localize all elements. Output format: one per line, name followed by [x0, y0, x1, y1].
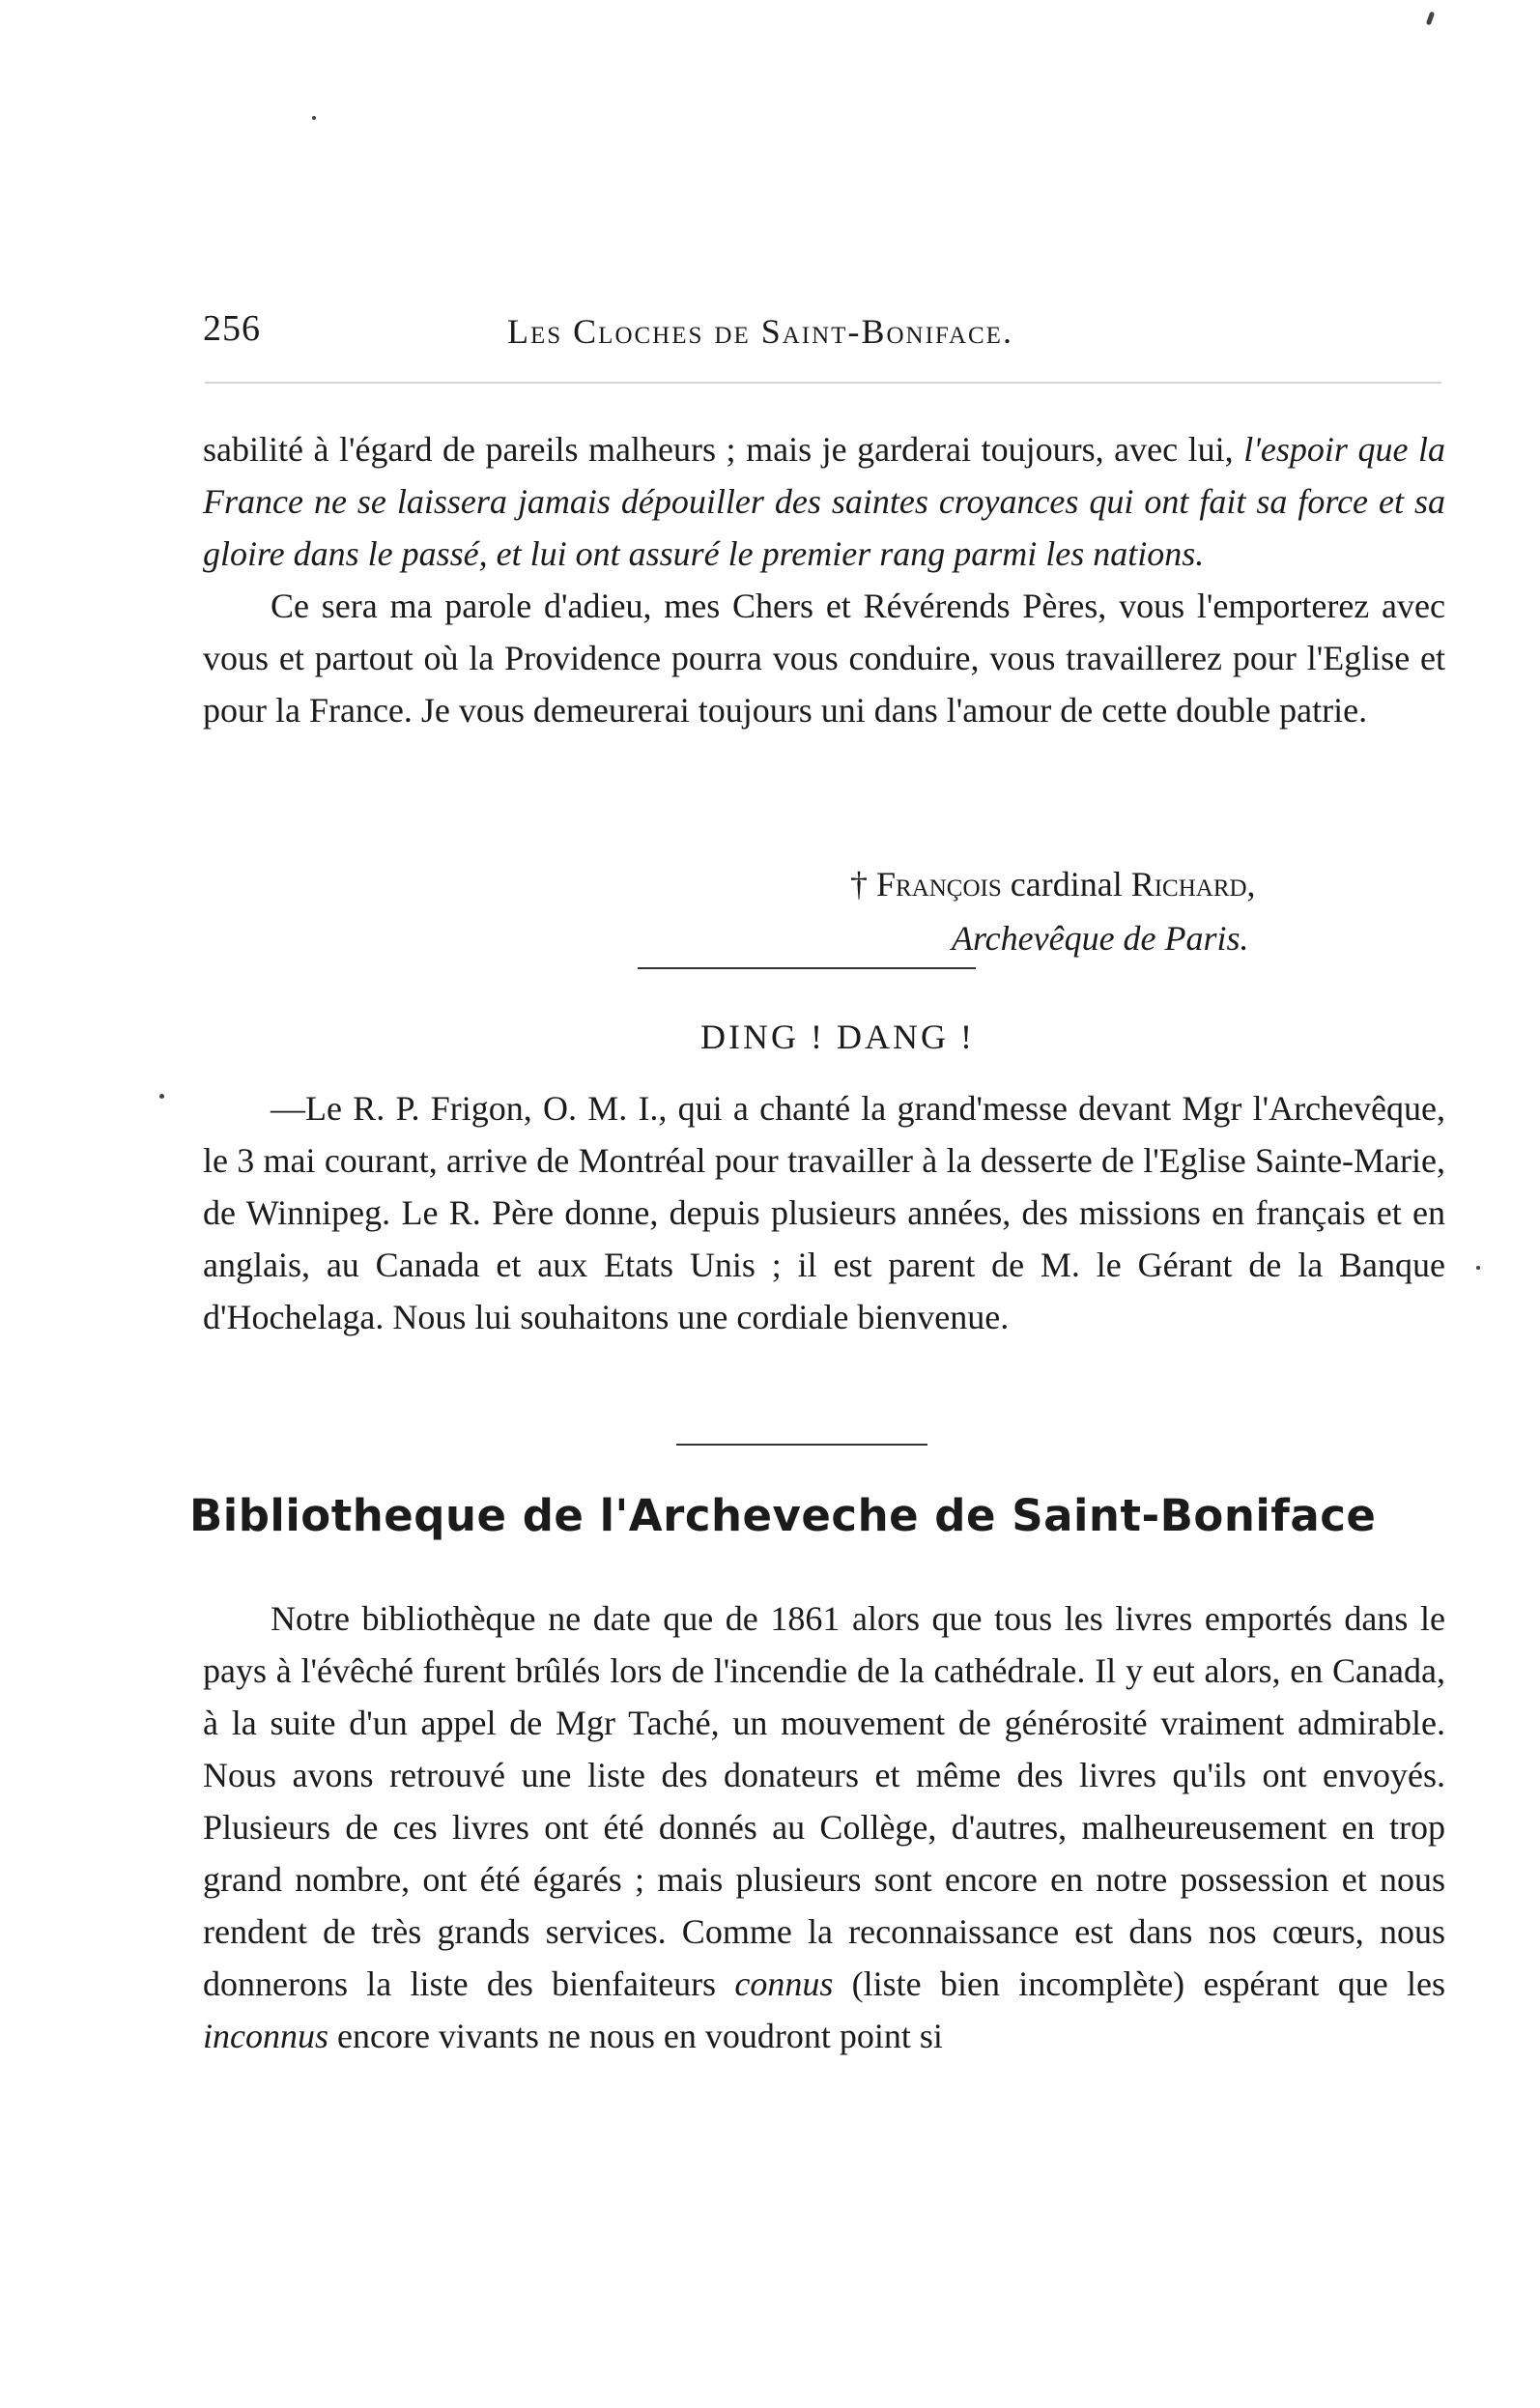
scan-speck [159, 1094, 164, 1099]
scan-speck [312, 116, 316, 120]
signature-role: Archevêque de Paris. [952, 919, 1249, 958]
letter-paragraph-1-text: sabilité à l'égard de pareils malheurs ; mais je garderai toujours, avec lui, [203, 430, 1244, 469]
page-number: 256 [203, 308, 261, 349]
signature-first-name: François [876, 865, 1002, 903]
signature-title: cardinal [1010, 865, 1123, 903]
bibliotheque-paragraph [203, 1592, 1445, 2062]
cross-symbol: † [850, 865, 868, 903]
bibliotheque-text-start: Notre bibliothèque ne date que de 1861 alors que tous les livres emportés dans le pays à l'évêché furent brûlés lors de l'incendie de la cathédrale. Il y eut alors, en Canada, à la suite d'un appel de Mgr Taché, un mouvement de générosité vraiment admirable. Nous avons retrouvé une liste des donateurs et même des livres qu'ils ont envoyés. Plusieurs de ces livres ont été donnés au Collège, d'autres, malheureusement en trop grand nombre, ont été égarés ; mais plusieurs sont encore en notre possession et nous rendent de très grands services. Comme la reconnaissance est dans nos cœurs, nous donnerons la liste des bienfaiteurs [203, 1599, 1445, 2003]
letter-body [203, 423, 1445, 736]
bibliotheque-body [203, 1592, 1445, 2062]
scan-speck [1476, 1266, 1480, 1270]
ding-dang-heading: DING ! DANG ! [700, 1018, 975, 1056]
section-divider [676, 1444, 927, 1446]
scan-speck [1426, 12, 1435, 26]
signature-last-name: Richard, [1130, 865, 1256, 903]
header-rule [205, 382, 1441, 384]
letter-paragraph-1 [203, 423, 1445, 580]
section-divider [638, 967, 976, 969]
page-header [203, 307, 1449, 356]
bibliotheque-italic-connus: connus [734, 1964, 834, 2003]
running-title: Les Cloches de Saint-Boniface. [507, 312, 1013, 351]
bibliotheque-text-end: encore vivants ne nous en voudront point si [328, 2017, 943, 2055]
bibliotheque-italic-inconnus: inconnus [203, 2017, 328, 2055]
signature-name [850, 858, 1256, 910]
bibliotheque-heading: Bibliotheque de l'Archeveche de Saint-Boniface [189, 1490, 1377, 1541]
letter-paragraph-2: Ce sera ma parole d'adieu, mes Chers et Révérends Pères, vous l'emporterez avec vous et partout où la Providence pourra vous conduire, vous travaillerez pour l'Eglise et pour la France. Je vous demeurerai toujours uni dans l'amour de cette double patrie. [203, 587, 1445, 730]
letter-paragraph-1-italic: l'espoir que la France ne se laissera jamais dépouiller des saintes croyances qui ont fait sa force et sa gloire dans le passé, et lui ont assuré le premier rang parmi les nations. [203, 430, 1445, 573]
bibliotheque-text-mid: (liste bien incomplète) espérant que les [833, 1964, 1445, 2003]
ding-dang-paragraph: —Le R. P. Frigon, O. M. I., qui a chanté la grand'messe devant Mgr l'Archevêque, le 3 mai courant, arrive de Montréal pour travailler à la desserte de l'Eglise Sainte-Marie, de Winnipeg. Le R. Père donne, depuis plusieurs années, des missions en français et en anglais, au Canada et aux Etats Unis ; il est parent de M. le Gérant de la Banque d'Hochelaga. Nous lui souhaitons une cordiale bienvenue. [203, 1089, 1445, 1336]
ding-dang-body [203, 1082, 1445, 1343]
